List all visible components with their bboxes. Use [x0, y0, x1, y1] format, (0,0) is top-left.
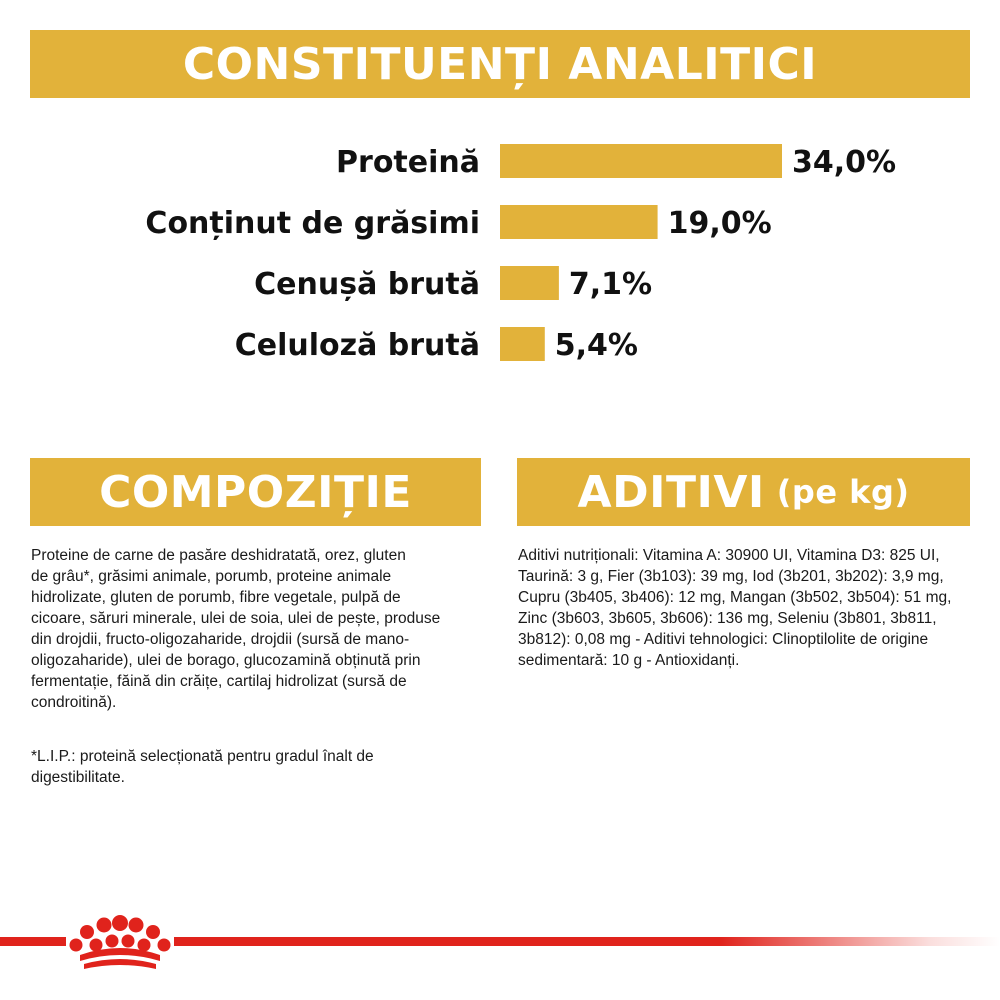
analytic-constituents-chart [0, 120, 1000, 380]
nutrient-label: Celuloză brută [234, 328, 480, 363]
crown-logo-icon [66, 915, 174, 973]
additives-text: Aditivi nutriționali: Vitamina A: 30900 UI, Vitamina D3: 825 UI, Taurină: 3 g, Fier (3b103): 39 mg, Iod (3b201, 3b202): 3,9 mg, Cupru (3b405, 3b406): 12 mg, Mangan (3b502, 3b504): 51 mg, Zinc (3b603, 3b605, 3b606): 136 mg, Seleniu (3b801, 3b811, 3b812): 0,08 mg - Aditivi tehnologici: Clinoptilolite de origine sedimentară: 10 g - Antioxidanți. [518, 547, 952, 669]
nutrient-bar [500, 144, 782, 178]
composition-banner [30, 458, 481, 526]
nutrient-bar [500, 266, 559, 300]
nutrient-label: Cenușă brută [254, 267, 480, 302]
additives-unit: (pe kg) [776, 473, 910, 511]
nutrient-bar [500, 327, 545, 361]
composition-footnote: *L.I.P.: proteină selecționată pentru gradul înalt de digestibilitate. [31, 748, 374, 786]
nutrient-label: Proteină [336, 145, 480, 180]
additives-title: ADITIVI [577, 466, 765, 518]
nutrient-value-label: 34,0% [792, 145, 897, 180]
composition-title: COMPOZIȚIE [99, 466, 412, 518]
nutrient-value-label: 7,1% [568, 267, 653, 302]
additives-banner [517, 458, 970, 526]
analytic-constituents-title: CONSTITUENȚI ANALITICI [182, 38, 818, 90]
composition-text: Proteine de carne de pasăre deshidratată, orez, gluten de grâu*, grăsimi animale, porumb, proteine animale hidrolizate, gluten de porumb, fibre vegetale, pulpă de cicoare, săruri minerale, ulei de soia, ulei de pește, produse din drojdii, fructo-oligozaharide, drojdii (sursă de mano- oligozaharide), ulei de borago, glucozamină obținută prin fermentație, făină din crăițe, cartilaj hidrolizat (sursă de condroitină). [31, 547, 441, 711]
nutrient-value-label: 19,0% [667, 206, 772, 241]
nutrient-bar [500, 205, 658, 239]
nutrient-label: Conținut de grăsimi [145, 206, 480, 241]
analytic-constituents-banner [30, 30, 970, 98]
nutrient-value-label: 5,4% [554, 328, 638, 363]
